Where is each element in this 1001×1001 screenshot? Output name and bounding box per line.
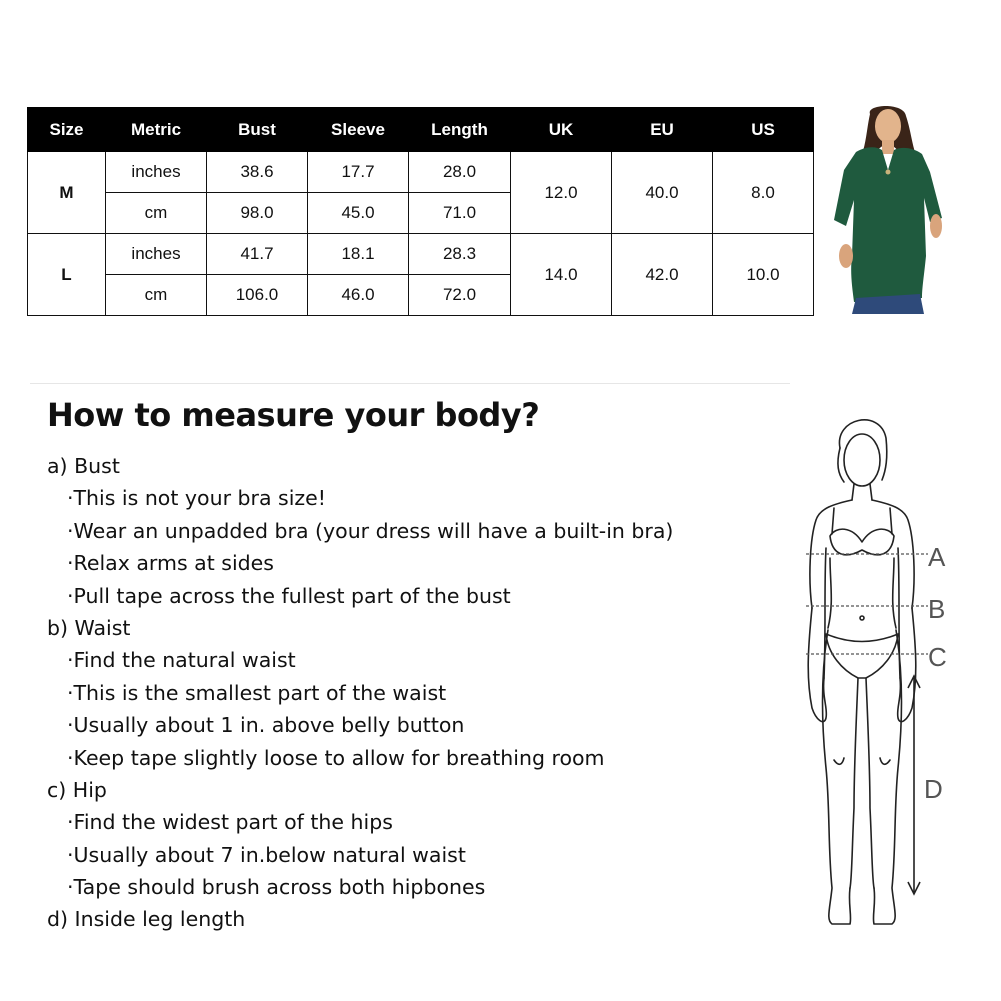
list-item: ·Usually about 1 in. above belly button bbox=[67, 713, 465, 738]
header-length: Length bbox=[409, 108, 511, 152]
sleeve-cell: 45.0 bbox=[308, 193, 409, 234]
section-label: b) Waist bbox=[47, 615, 131, 640]
size-cell: L bbox=[28, 234, 106, 316]
bust-cell: 41.7 bbox=[207, 234, 308, 275]
section-divider bbox=[30, 383, 790, 384]
list-item: ·Find the widest part of the hips bbox=[67, 810, 393, 835]
section-label: d) Inside leg length bbox=[47, 907, 246, 932]
sleeve-cell: 18.1 bbox=[308, 234, 409, 275]
length-cell: 28.0 bbox=[409, 152, 511, 193]
measure-guide bbox=[47, 450, 673, 936]
bust-cell: 38.6 bbox=[207, 152, 308, 193]
uk-cell: 12.0 bbox=[511, 152, 612, 234]
list-item: ·Usually about 7 in.below natural waist bbox=[67, 842, 466, 867]
uk-cell: 14.0 bbox=[511, 234, 612, 316]
list-item: ·Tape should brush across both hipbones bbox=[67, 875, 486, 900]
bust-cell: 98.0 bbox=[207, 193, 308, 234]
list-item: ·This is not your bra size! bbox=[67, 486, 327, 511]
header-size: Size bbox=[28, 108, 106, 152]
label-c: C bbox=[928, 642, 947, 672]
guide-section-inside-leg bbox=[47, 903, 673, 935]
size-chart-table bbox=[27, 107, 814, 316]
list-item: ·Pull tape across the fullest part of the bust bbox=[67, 583, 511, 608]
list-item: ·Relax arms at sides bbox=[67, 551, 274, 576]
header-sleeve: Sleeve bbox=[308, 108, 409, 152]
sleeve-cell: 46.0 bbox=[308, 275, 409, 316]
guide-section-bust bbox=[47, 450, 673, 612]
eu-cell: 40.0 bbox=[612, 152, 713, 234]
label-b: B bbox=[928, 594, 946, 624]
length-cell: 71.0 bbox=[409, 193, 511, 234]
eu-cell: 42.0 bbox=[612, 234, 713, 316]
guide-section-hip bbox=[47, 774, 673, 904]
table-header-row bbox=[28, 108, 814, 152]
metric-cell: cm bbox=[106, 193, 207, 234]
list-item: ·Keep tape slightly loose to allow for breathing room bbox=[67, 745, 605, 770]
length-cell: 28.3 bbox=[409, 234, 511, 275]
metric-cell: inches bbox=[106, 234, 207, 275]
us-cell: 10.0 bbox=[713, 234, 814, 316]
header-us: US bbox=[713, 108, 814, 152]
sleeve-cell: 17.7 bbox=[308, 152, 409, 193]
label-d: D bbox=[924, 774, 943, 804]
table-row bbox=[28, 234, 814, 275]
header-uk: UK bbox=[511, 108, 612, 152]
us-cell: 8.0 bbox=[713, 152, 814, 234]
table-row bbox=[28, 152, 814, 193]
header-metric: Metric bbox=[106, 108, 207, 152]
section-label: a) Bust bbox=[47, 454, 120, 478]
bust-cell: 106.0 bbox=[207, 275, 308, 316]
label-a: A bbox=[928, 542, 946, 572]
length-cell: 72.0 bbox=[409, 275, 511, 316]
list-item: ·This is the smallest part of the waist bbox=[67, 680, 447, 705]
metric-cell: cm bbox=[106, 275, 207, 316]
header-bust: Bust bbox=[207, 108, 308, 152]
header-eu: EU bbox=[612, 108, 713, 152]
section-label: c) Hip bbox=[47, 777, 107, 802]
guide-title: How to measure your body? bbox=[47, 396, 540, 434]
list-item: ·Wear an unpadded bra (your dress will have a built-in bra) bbox=[67, 518, 674, 543]
body-diagram bbox=[790, 408, 965, 940]
guide-section-waist bbox=[47, 612, 673, 774]
size-cell: M bbox=[28, 152, 106, 234]
model-photo bbox=[826, 106, 950, 314]
list-item: ·Find the natural waist bbox=[67, 648, 296, 673]
metric-cell: inches bbox=[106, 152, 207, 193]
